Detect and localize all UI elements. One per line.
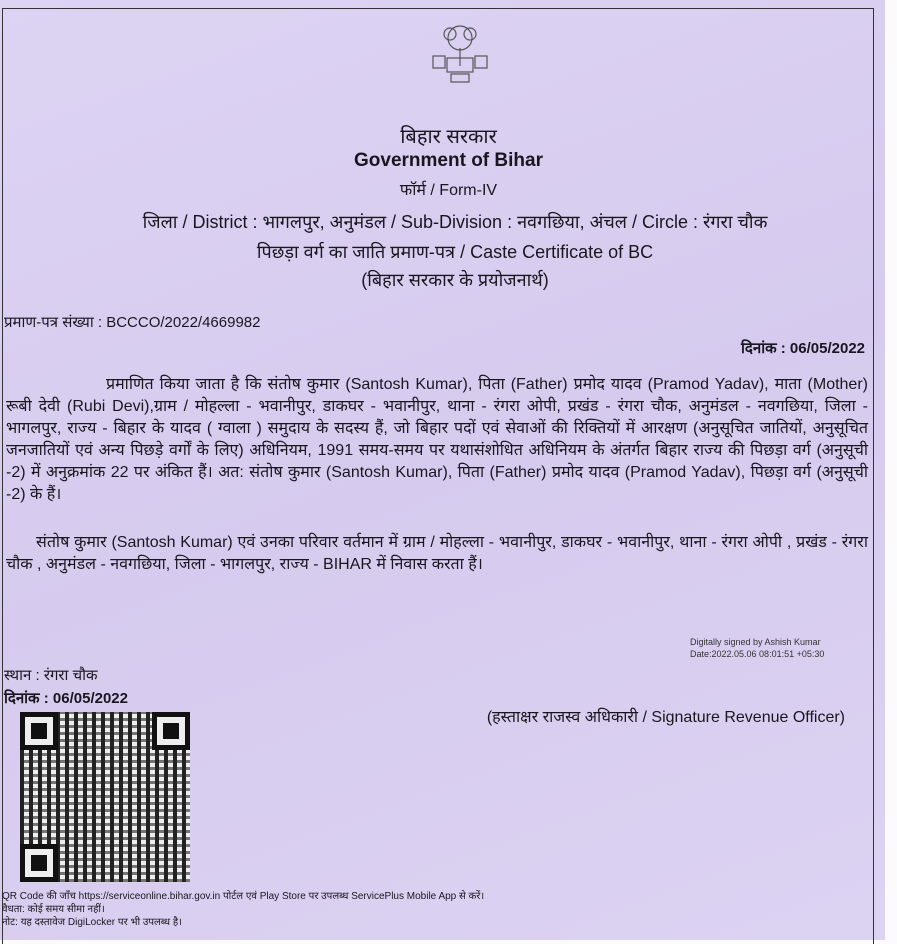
footer-qr-note: QR Code की जाँच https://serviceonline.bihar.gov.in पोर्टल एवं Play Store पर उपलब्ध ServicePlus Mobile App से करें। — [2, 891, 485, 902]
signed-by: Digitally signed by Ashish Kumar — [690, 637, 821, 647]
govt-hindi: बिहार सरकार — [400, 126, 497, 148]
location-line: जिला / District : भागलपुर, अनुमंडल / Sub-Division : नवगछिया, अंचल / Circle : रंगरा चौक — [142, 212, 768, 232]
govt-english: Government of Bihar — [354, 150, 543, 171]
certificate-number: प्रमाण-पत्र संख्या : BCCCO/2022/4669982 — [4, 314, 261, 331]
issue-date: दिनांक : 06/05/2022 — [741, 340, 865, 357]
place: स्थान : रंगरा चौक — [4, 667, 98, 684]
footer-validity: वैधता: कोई समय सीमा नहीं। — [2, 904, 105, 915]
signed-date: Date:2022.05.06 08:01:51 +05:30 — [690, 649, 825, 659]
certificate-body: प्रमाणित किया जाता है कि संतोष कुमार (Santosh Kumar), पिता (Father) प्रमोद यादव (Pramod Yadav), माता (Mother) रूबी देवी (Rubi Devi),ग्राम / मोहल्ला - भवानीपुर, डाकघर - भवानीपुर, थाना - रंगरा ओपी, प्रखंड - रंगरा चौक, अनुमंडल - नवगछिया, जिला - भागलपुर, राज्य - बिहार के यादव ( ग्वाला ) समुदाय के सदस्य हैं, जो बिहार पदों एवं सेवाओं की रिक्तियों में आरक्षण (अनुसूचित जातियों, अनुसूचित जनजातियों एवं अन्य पिछड़े वर्गों के लिए) अधिनियम, 1991 समय-समय पर यथासंशोधित अधिनियम के अंतर्गत बिहार राज्य की पिछड़ा वर्ग (अनुसूची -2) में अनुक्रमांक 22 पर अंकित हैं। अत: संतोष कुमार (Santosh Kumar), पिता (Father) प्रमोद यादव (Pramod Yadav), पिछड़ा वर्ग (अनुसूची -2) के हैं। — [6, 376, 868, 503]
residence-statement: संतोष कुमार (Santosh Kumar) एवं उनका परिवार वर्तमान में ग्राम / मोहल्ला - भवानीपुर, डाकघर - भवानीपुर, थाना - रंगरा ओपी , प्रखंड - रंगरा चौक , अनुमंडल - नवगछिया, जिला - भागलपुर, राज्य - BIHAR में निवास करता हैं। — [6, 534, 868, 573]
certificate-title: पिछड़ा वर्ग का जाति प्रमाण-पत्र / Caste Certificate of BC — [256, 242, 654, 262]
state-emblem-logo — [425, 20, 495, 90]
qr-finder — [20, 844, 58, 882]
qr-finder — [20, 712, 58, 750]
certificate-purpose: (बिहार सरकार के प्रयोजनार्थ) — [361, 270, 549, 290]
qr-finder — [152, 712, 190, 750]
qr-code[interactable] — [20, 712, 190, 882]
footer-digilocker: नोट: यह दस्तावेज DigiLocker पर भी उपलब्ध है। — [2, 917, 182, 928]
signature-label: (हस्ताक्षर राजस्व अधिकारी / Signature Revenue Officer) — [486, 709, 845, 726]
digital-signature — [690, 636, 824, 660]
form-number: फॉर्म / Form-IV — [399, 182, 498, 199]
place-date: दिनांक : 06/05/2022 — [4, 690, 128, 707]
